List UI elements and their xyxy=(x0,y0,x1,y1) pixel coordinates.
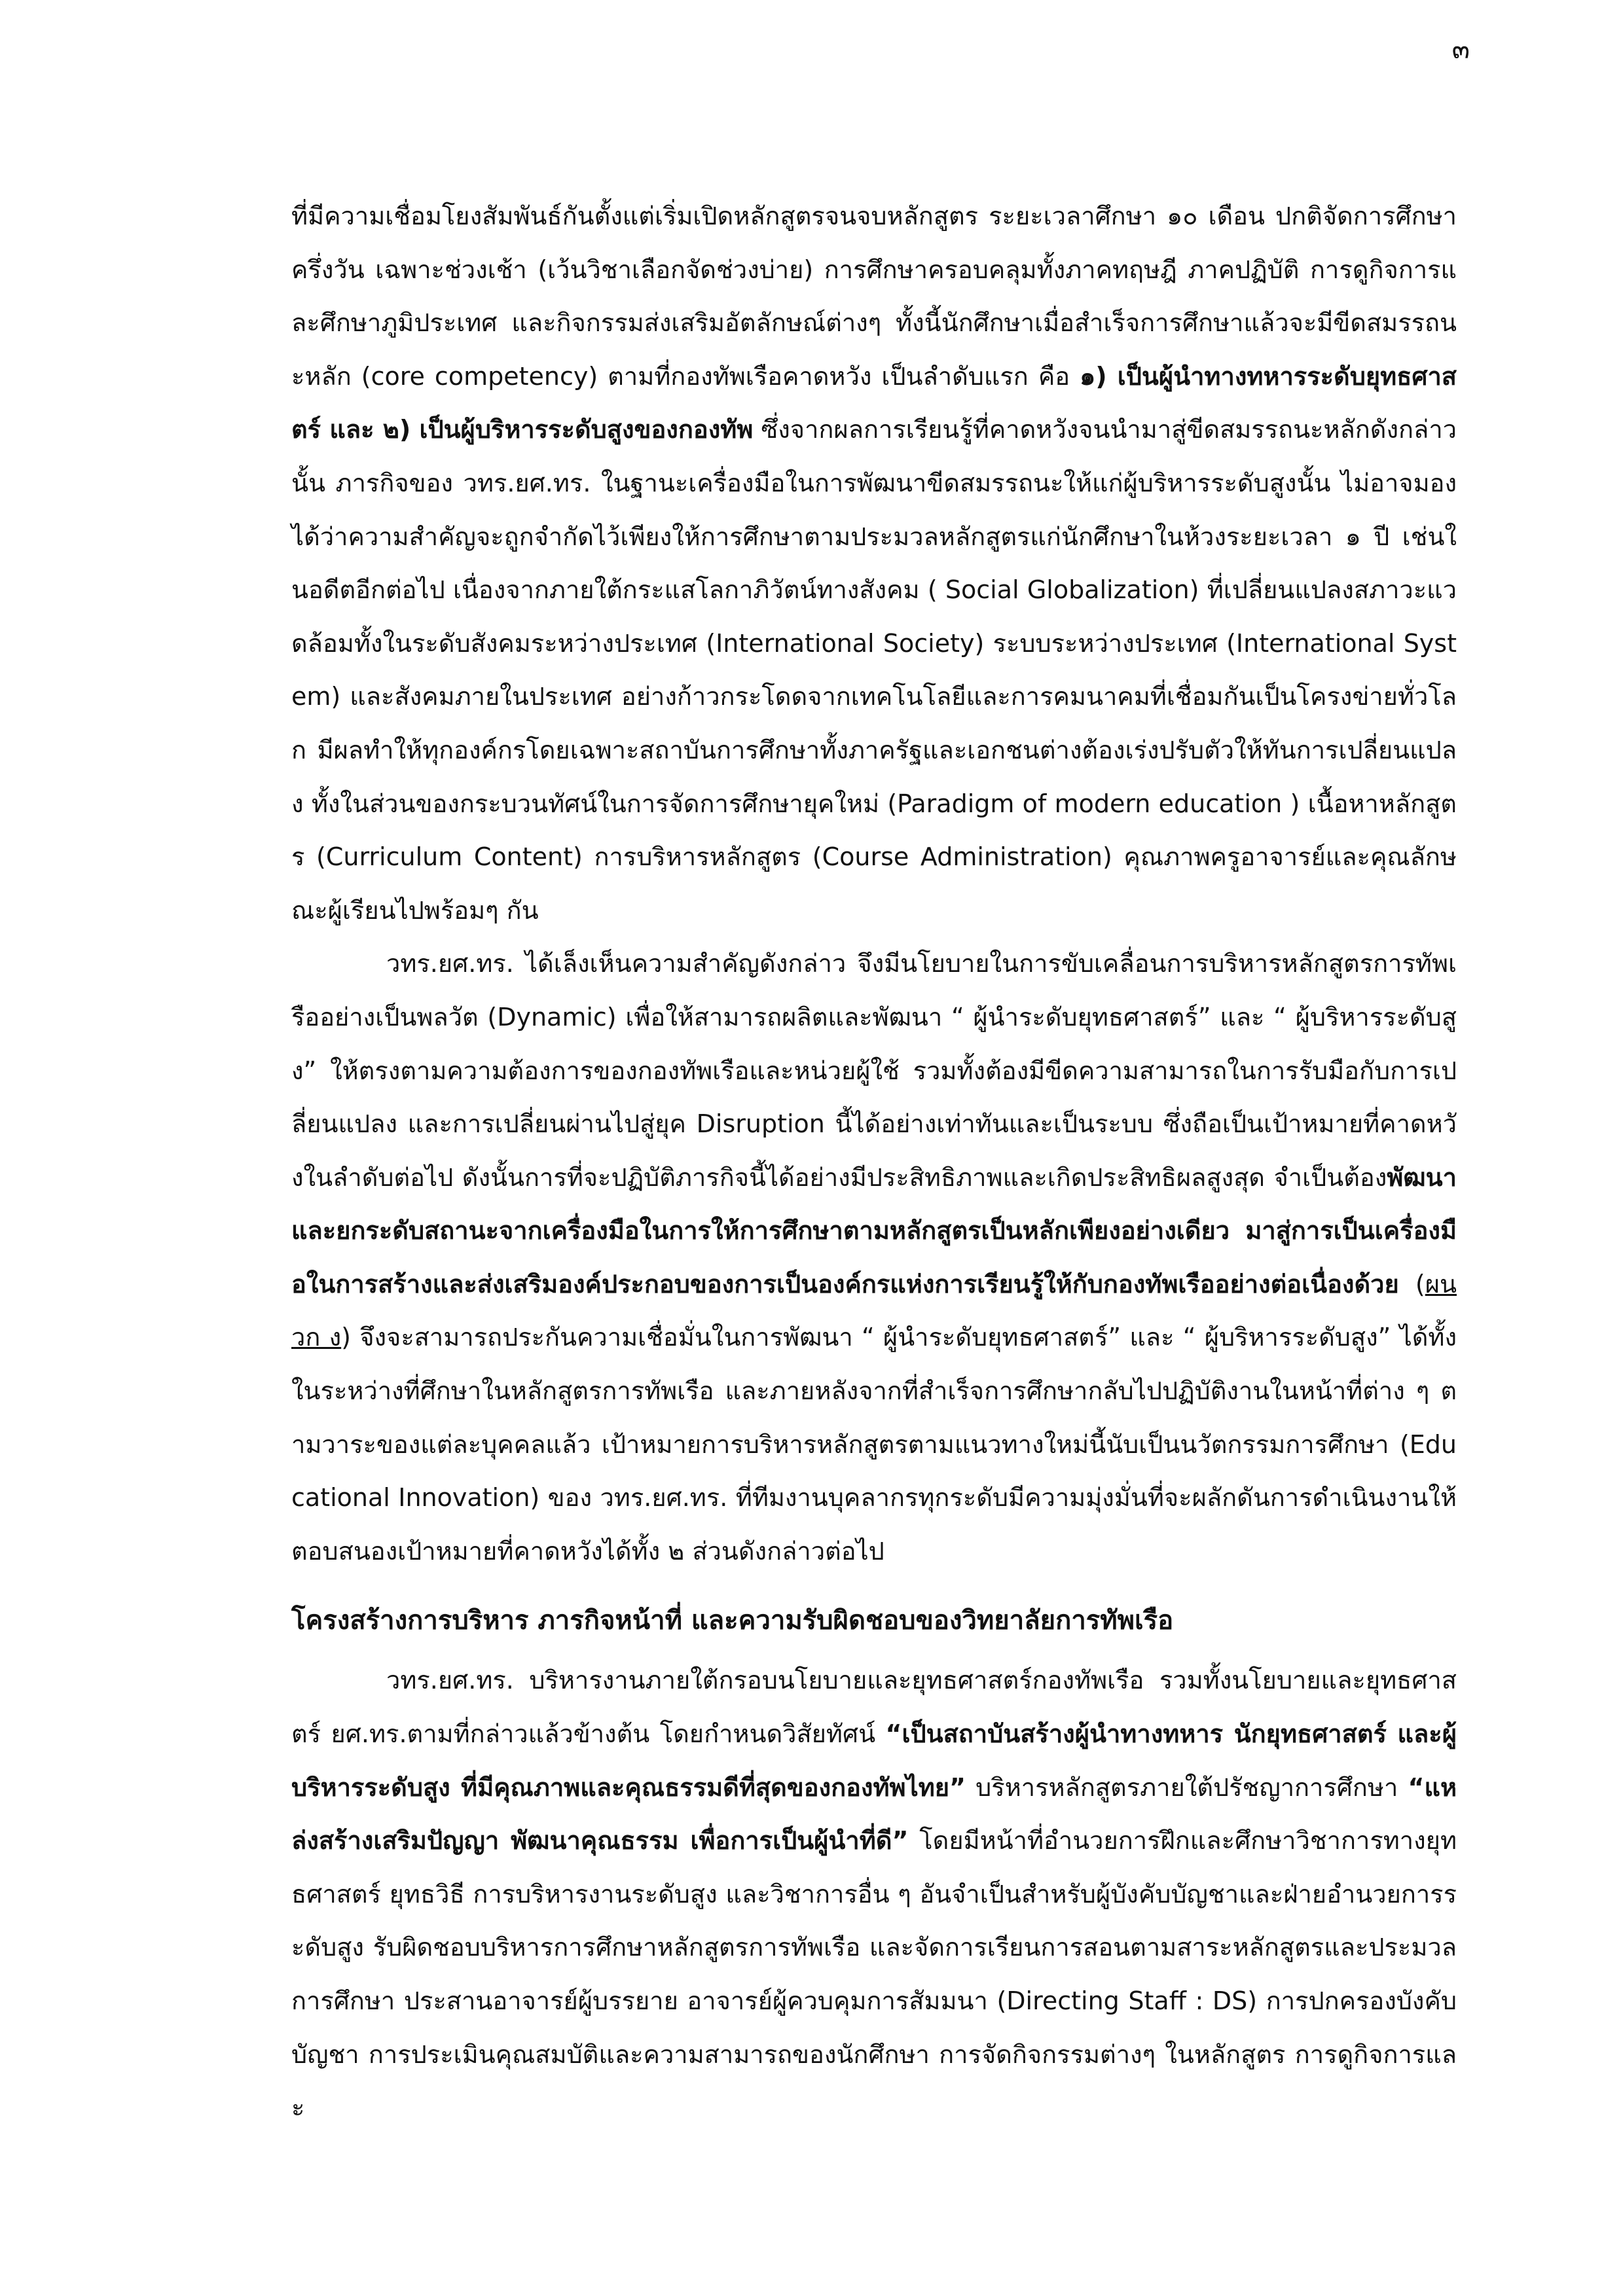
page-number: ๓ xyxy=(1451,35,1470,65)
paragraph-2-text-b: ( xyxy=(1398,1269,1425,1299)
paragraph-2-text-a: วทร.ยศ.ทร. ได้เล็งเห็นความสำคัญดังกล่าว จึงมีนโยบายในการขับเคลื่อนการบริหารหลักสูตรการทัพเรืออย่างเป็นพลวัต (Dynamic) เพื่อให้สามารถผลิตและพัฒนา “ ผู้นำระดับยุทธศาสตร์” และ “ ผู้บริหารระดับสูง” ให้ตรงตามความต้องการของกองทัพเรือและหน่วยผู้ใช้ รวมทั้งต้องมีขีดความสามารถในการรับมือกับการเปลี่ยนแปลง และการเปลี่ยนผ่านไปสู่ยุค Disruption นี้ได้อย่างเท่าทันและเป็นระบบ ซึ่งถือเป็นเป้าหมายที่คาดหวังในลำดับต่อไป ดังนั้นการที่จะปฏิบัติภารกิจนี้ได้อย่างมีประสิทธิภาพและเกิดประสิทธิผลสูงสุด จำเป็นต้อง xyxy=(291,949,1457,1192)
paragraph-1-text-b: ซึ่งจากผลการเรียนรู้ที่คาดหวังจนนำมาสู่ขีดสมรรถนะหลักดังกล่าวนั้น ภารกิจของ วทร.ยศ.ทร. ในฐานะเครื่องมือในการพัฒนาขีดสมรรถนะให้แก่ผู้บริหารระดับสูงนั้น ไม่อาจมองได้ว่าความสำคัญจะถูกจำกัดไว้เพียงให้การศึกษาตามประมวลหลักสูตรแก่นักศึกษาในห้วงระยะเวลา ๑ ปี เช่นในอดีตอีกต่อไป เนื่องจากภายใต้กระแสโลกาภิวัตน์ทางสังคม ( Social Globalization) ที่เปลี่ยนแปลงสภาวะแวดล้อมทั้งในระดับสังคมระหว่างประเทศ (International Society) ระบบระหว่างประเทศ (International System) และสังคมภายในประเทศ อย่างก้าวกระโดดจากเทคโนโลยีและการคมนาคมที่เชื่อมกันเป็นโครงข่ายทั่วโลก มีผลทำให้ทุกองค์กรโดยเฉพาะสถาบันการศึกษาทั้งภาครัฐและเอกชนต่างต้องเร่งปรับตัวให้ทันการเปลี่ยนแปลง ทั้งในส่วนของกระบวนทัศน์ในการจัดการศึกษายุคใหม่ (Paradigm of modern education ) เนื้อหาหลักสูตร (Curriculum Content) การบริหารหลักสูตร (Course Administration) คุณภาพครูอาจารย์และคุณลักษณะผู้เรียนไปพร้อมๆ กัน xyxy=(291,415,1457,925)
paragraph-1-text-a: ที่มีความเชื่อมโยงสัมพันธ์กันตั้งแต่เริ่มเปิดหลักสูตรจนจบหลักสูตร ระยะเวลาศึกษา ๑๐ เดือน ปกติจัดการศึกษาครึ่งวัน เฉพาะช่วงเช้า (เว้นวิชาเลือกจัดช่วงบ่าย) การศึกษาครอบคลุมทั้งภาคทฤษฎี ภาคปฏิบัติ การดูกิจการและศึกษาภูมิประเทศ และกิจกรรมส่งเสริมอัตลักษณ์ต่างๆ ทั้งนี้นักศึกษาเมื่อสำเร็จการศึกษาแล้วจะมีขีดสมรรถนะหลัก (core competency) ตามที่กองทัพเรือคาดหวัง เป็นลำดับแรก คือ xyxy=(291,202,1457,391)
paragraph-2-text-c: ) จึงจะสามารถประกันความเชื่อมั่นในการพัฒนา “ ผู้นำระดับยุทธศาสตร์” และ “ ผู้บริหารระดับสูง” ได้ทั้งในระหว่างที่ศึกษาในหลักสูตรการทัพเรือ และภายหลังจากที่สำเร็จการศึกษากลับไปปฏิบัติงานในหน้าที่ต่าง ๆ ตามวาระของแต่ละบุคคลแล้ว เป้าหมายการบริหารหลักสูตรตามแนวทางใหม่นี้นับเป็นนวัตกรรมการศึกษา (Educational Innovation) ของ วทร.ยศ.ทร. ที่ทีมงานบุคลากรทุกระดับมีความมุ่งมั่นที่จะผลักดันการดำเนินงานให้ตอบสนองเป้าหมายที่คาดหวังได้ทั้ง ๒ ส่วนดังกล่าวต่อไป xyxy=(291,1323,1457,1566)
paragraph-3-bold-philosophy: “แหล่งสร้างเสริมปัญญา พัฒนาคุณธรรม เพื่อการเป็นผู้นำที่ดี” xyxy=(291,1772,1457,1856)
paragraph-3-text-c: โดยมีหน้าที่อำนวยการฝึกและศึกษาวิชาการทางยุทธศาสตร์ ยุทธวิธี การบริหารงานระดับสูง และวิชาการอื่น ๆ อันจำเป็นสำหรับผู้บังคับบัญชาและฝ่ายอำนวยการระดับสูง รับผิดชอบบริหารการศึกษาหลักสูตรการทัพเรือ และจัดการเรียนการสอนตามสาระหลักสูตรและประมวลการศึกษา ประสานอาจารย์ผู้บรรยาย อาจารย์ผู้ควบคุมการสัมมนา (Directing Staff : DS) การปกครองบังคับบัญชา การประเมินคุณสมบัติและความสามารถของนักศึกษา การจัดกิจกรรมต่างๆ ในหลักสูตร การดูกิจการและ xyxy=(291,1826,1457,2123)
paragraph-3-text-b: บริหารหลักสูตรภายใต้ปรัชญาการศึกษา xyxy=(965,1772,1408,1802)
body-text xyxy=(291,190,1457,2135)
annex-reference: ผนวก ง xyxy=(291,1269,1457,1352)
paragraph-3-text-a: วทร.ยศ.ทร. บริหารงานภายใต้กรอบนโยบายและยุทธศาสตร์กองทัพเรือ รวมทั้งนโยบายและยุทธศาสตร์ ยศ.ทร.ตามที่กล่าวแล้วข้างต้น โดยกำหนดวิสัยทัศน์ xyxy=(291,1666,1457,1749)
paragraph-3 xyxy=(291,1654,1457,2134)
paragraph-1-bold-core-competency: ๑) เป็นผู้นำทางทหารระดับยุทธศาสตร์ และ ๒) เป็นผู้บริหารระดับสูงของกองทัพ xyxy=(291,361,1457,444)
paragraph-2 xyxy=(291,937,1457,1578)
paragraph-2-bold-goal: พัฒนาและยกระดับสถานะจากเครื่องมือในการให้การศึกษาตามหลักสูตรเป็นหลักเพียงอย่างเดียว มาสู่การเป็นเครื่องมือในการสร้างและส่งเสริมองค์ประกอบของการเป็นองค์กรแห่งการเรียนรู้ให้กับกองทัพเรืออย่างต่อเนื่องด้วย xyxy=(291,1162,1457,1299)
section-heading: โครงสร้างการบริหาร ภารกิจหน้าที่ และความรับผิดชอบของวิทยาลัยการทัพเรือ xyxy=(291,1605,1174,1636)
paragraph-1 xyxy=(291,190,1457,937)
paragraph-3-bold-vision: “เป็นสถาบันสร้างผู้นำทางทหาร นักยุทธศาสตร์ และผู้บริหารระดับสูง ที่มีคุณภาพและคุณธรรมดีที่สุดของกองทัพไทย” xyxy=(291,1719,1457,1802)
